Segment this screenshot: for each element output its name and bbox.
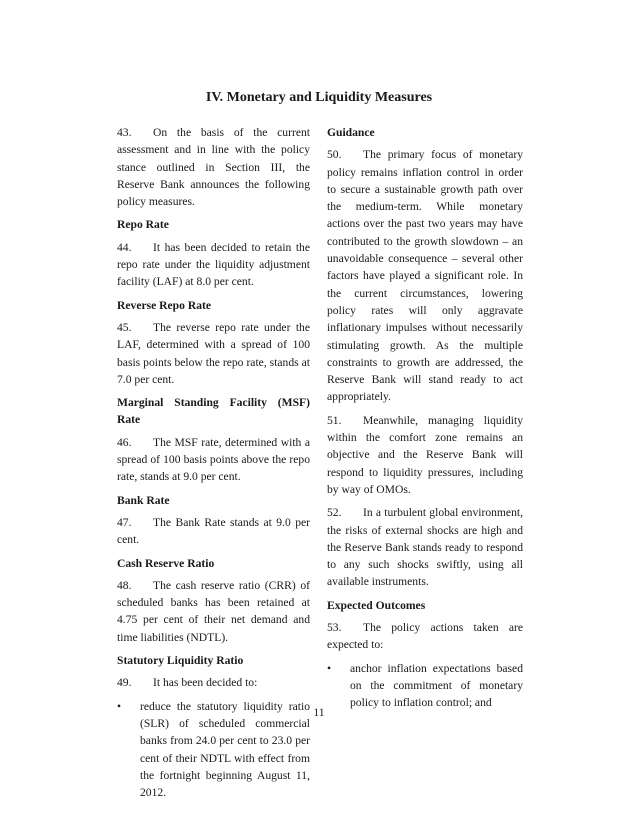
section-title: IV. Monetary and Liquidity Measures [205, 90, 433, 105]
paragraph-48: 48. The cash reserve ratio (CRR) of scheduled banks has been retained at 4.75 per cent of their net demand and time liabilities (NDTL). [117, 578, 310, 644]
outcomes-bullet-list [327, 660, 523, 712]
bullet-icon: • [327, 661, 332, 675]
paragraph-45: 45. The reverse repo rate under the LAF, determined with a spread of 100 basis points below the repo rate, stands at 7.0 per cent. [117, 320, 310, 386]
heading-guidance: Guidance [327, 126, 375, 139]
paragraph-47: 47. The Bank Rate stands at 9.0 per cent. [117, 515, 310, 547]
paragraph-43: 43. On the basis of the current assessment and in line with the policy stance outlined in Section III, the Reserve Bank announces the following policy measures. [117, 126, 310, 209]
list-item: • reduce the statutory liquidity ratio (SLR) of scheduled commercial banks from 24.0 per cent to 23.0 per cent of their NDTL with effect from the fortnight beginning August 11, 2012. [117, 699, 310, 800]
page-number: 11 [313, 706, 325, 719]
paragraph-46: 46. The MSF rate, determined with a spread of 100 basis points above the repo rate, stands at 9.0 per cent. [117, 435, 310, 484]
paragraph-50: 50. The primary focus of monetary policy remains inflation control in order to secure a sustainable growth path over the medium-term. While monetary actions over the past two years may have contributed to the growth slowdown – an unavoidable consequence – several other factors have played a significant role. In the current circumstances, lowering policy rates will only aggravate inflationary impulses without necessarily stimulating growth. As the multiple constraints to growth are addressed, the Reserve Bank will stand ready to act appropriately. [327, 148, 523, 404]
left-column [117, 124, 310, 807]
bullet-icon: • [117, 699, 122, 713]
paragraph-52: 52. In a turbulent global environment, the risks of external shocks are high and the Reserve Bank stands ready to respond to any such shocks swiftly, using all available instruments. [327, 506, 523, 589]
heading-cash-reserve-ratio: Cash Reserve Ratio [117, 556, 215, 570]
right-column [327, 124, 523, 718]
heading-repo-rate: Repo Rate [117, 218, 169, 232]
heading-msf-rate: Marginal Standing Facility (MSF) Rate [117, 396, 310, 427]
paragraph-44: 44. It has been decided to retain the repo rate under the liquidity adjustment facility (LAF) at 8.0 per cent. [117, 240, 310, 289]
paragraph-53: 53. The policy actions taken are expected to: [327, 621, 523, 652]
paragraph-51: 51. Meanwhile, managing liquidity within the comfort zone remains an objective and the Reserve Bank will respond to liquidity pressures, including by way of OMOs. [327, 413, 523, 496]
heading-expected-outcomes: Expected Outcomes [327, 598, 426, 612]
paragraph-49: 49. It has been decided to: [117, 676, 258, 690]
heading-reverse-repo-rate: Reverse Repo Rate [117, 298, 212, 312]
heading-bank-rate: Bank Rate [117, 493, 170, 507]
heading-statutory-liquidity-ratio: Statutory Liquidity Ratio [117, 654, 244, 668]
list-item: • anchor inflation expectations based on the commitment of monetary policy to inflation control; and [327, 661, 523, 710]
